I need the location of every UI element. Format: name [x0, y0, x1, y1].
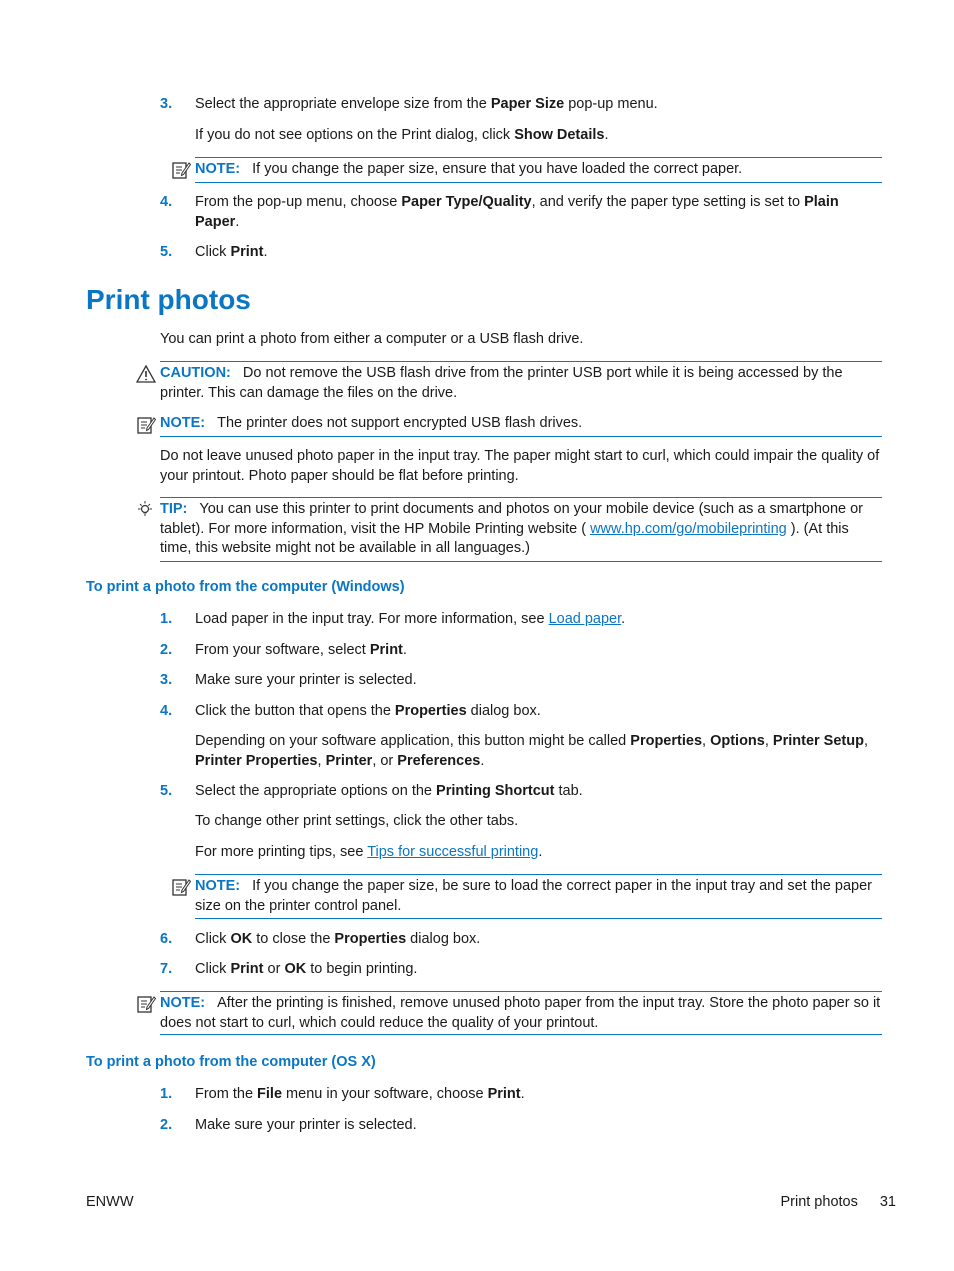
step-4-text: From the pop-up menu, choose Paper Type/Quality, and verify the paper type setting is set to Plain Paper. — [195, 194, 839, 230]
win-step-2: From your software, select Print. — [195, 642, 407, 658]
section-title: Print photos — [86, 284, 251, 315]
caution-icon — [136, 364, 156, 384]
win-step-6: Click OK to close the Properties dialog box. — [195, 931, 481, 947]
photo-paper-paragraph: Do not leave unused photo paper in the input tray. The paper might start to curl, which could impair the quality of your printout. Photo paper should be flat before printing. — [160, 448, 880, 484]
load-paper-link[interactable]: Load paper — [548, 611, 622, 627]
win-step-5-tips: For more printing tips, see Tips for successful printing. — [195, 844, 543, 860]
note-paper-size: NOTE: If you change the paper size, ensure that you have loaded the correct paper. — [195, 161, 743, 177]
footer-section: Print photos — [780, 1194, 858, 1210]
caution-notice: CAUTION: Do not remove the USB flash drive from the printer USB port while it is being accessed by the printer. This can damage the files on the drive. — [160, 365, 843, 401]
mobile-printing-link[interactable]: www.hp.com/go/mobileprinting — [590, 520, 787, 537]
win-step-5: Select the appropriate options on the Printing Shortcut tab. — [195, 783, 583, 799]
step-number: 5. — [160, 783, 173, 799]
step-number: 1. — [160, 611, 173, 627]
win-step-5-subtext: To change other print settings, click the other tabs. — [195, 813, 519, 829]
step-number: 4. — [160, 703, 173, 719]
footer-right — [780, 1193, 896, 1213]
step-number: 5. — [160, 244, 173, 260]
step-number: 6. — [160, 931, 173, 947]
osx-step-2: Make sure your printer is selected. — [195, 1117, 417, 1133]
win-step-3: Make sure your printer is selected. — [195, 672, 417, 688]
step-number: 7. — [160, 961, 173, 977]
intro-paragraph: You can print a photo from either a computer or a USB flash drive. — [160, 331, 584, 347]
note-top-rule — [160, 991, 882, 992]
osx-step-1: From the File menu in your software, choose Print. — [195, 1086, 525, 1102]
note-icon — [171, 877, 191, 897]
step-5-text: Click Print. — [195, 244, 268, 260]
step-3-subtext: If you do not see options on the Print dialog, click Show Details. — [195, 127, 609, 143]
step-number: 3. — [160, 96, 173, 112]
footer-left: ENWW — [86, 1194, 134, 1210]
note-top-rule — [195, 874, 882, 875]
note-bottom-rule — [160, 436, 882, 437]
tip-bottom-rule — [160, 561, 882, 562]
step-3-text: Select the appropriate envelope size from the Paper Size pop-up menu. — [195, 96, 658, 112]
caution-top-rule — [160, 361, 882, 362]
note-icon — [136, 994, 156, 1014]
printing-tips-link[interactable]: Tips for successful printing — [367, 844, 539, 860]
win-step-4: Click the button that opens the Properties dialog box. — [195, 703, 541, 719]
step-number: 2. — [160, 642, 173, 658]
win-step-1: Load paper in the input tray. For more information, see Load paper. — [195, 611, 626, 627]
note-bottom-rule — [195, 182, 882, 183]
osx-heading: To print a photo from the computer (OS X) — [86, 1054, 376, 1070]
windows-heading: To print a photo from the computer (Windows) — [86, 579, 405, 595]
tip-top-rule — [160, 497, 882, 498]
note-bottom-rule — [195, 918, 882, 919]
win-step-4-subtext: Depending on your software application, this button might be called Properties, Options, Printer Setup, Printer Properties, Printer, or Preferences. — [195, 733, 868, 769]
note-icon — [136, 415, 156, 435]
note-usb-encryption: NOTE: The printer does not support encrypted USB flash drives. — [160, 415, 583, 431]
win-step-7: Click Print or OK to begin printing. — [195, 961, 418, 977]
note-paper-size-panel: NOTE: If you change the paper size, be sure to load the correct paper in the input tray and set the paper size on the printer control panel. — [195, 878, 872, 914]
lightbulb-icon — [135, 500, 155, 520]
step-number: 2. — [160, 1117, 173, 1133]
note-remove-paper: NOTE: After the printing is finished, remove unused photo paper from the input tray. Store the photo paper so it does not start to curl, which could reduce the quality of your printout. — [160, 995, 881, 1031]
step-number: 4. — [160, 194, 173, 210]
note-icon — [171, 160, 191, 180]
page-number: 31 — [879, 1194, 896, 1210]
note-top-rule — [195, 157, 882, 158]
tip-mobile-printing: TIP: You can use this printer to print documents and photos on your mobile device (such as a smartphone or tablet). For more information, visit the HP Mobile Printing website ( www.hp.com/go/mobileprinting ). (At this time, this website might not be available in all languages.) — [160, 501, 864, 556]
step-number: 1. — [160, 1086, 173, 1102]
note-bottom-rule — [160, 1034, 882, 1035]
step-number: 3. — [160, 672, 173, 688]
